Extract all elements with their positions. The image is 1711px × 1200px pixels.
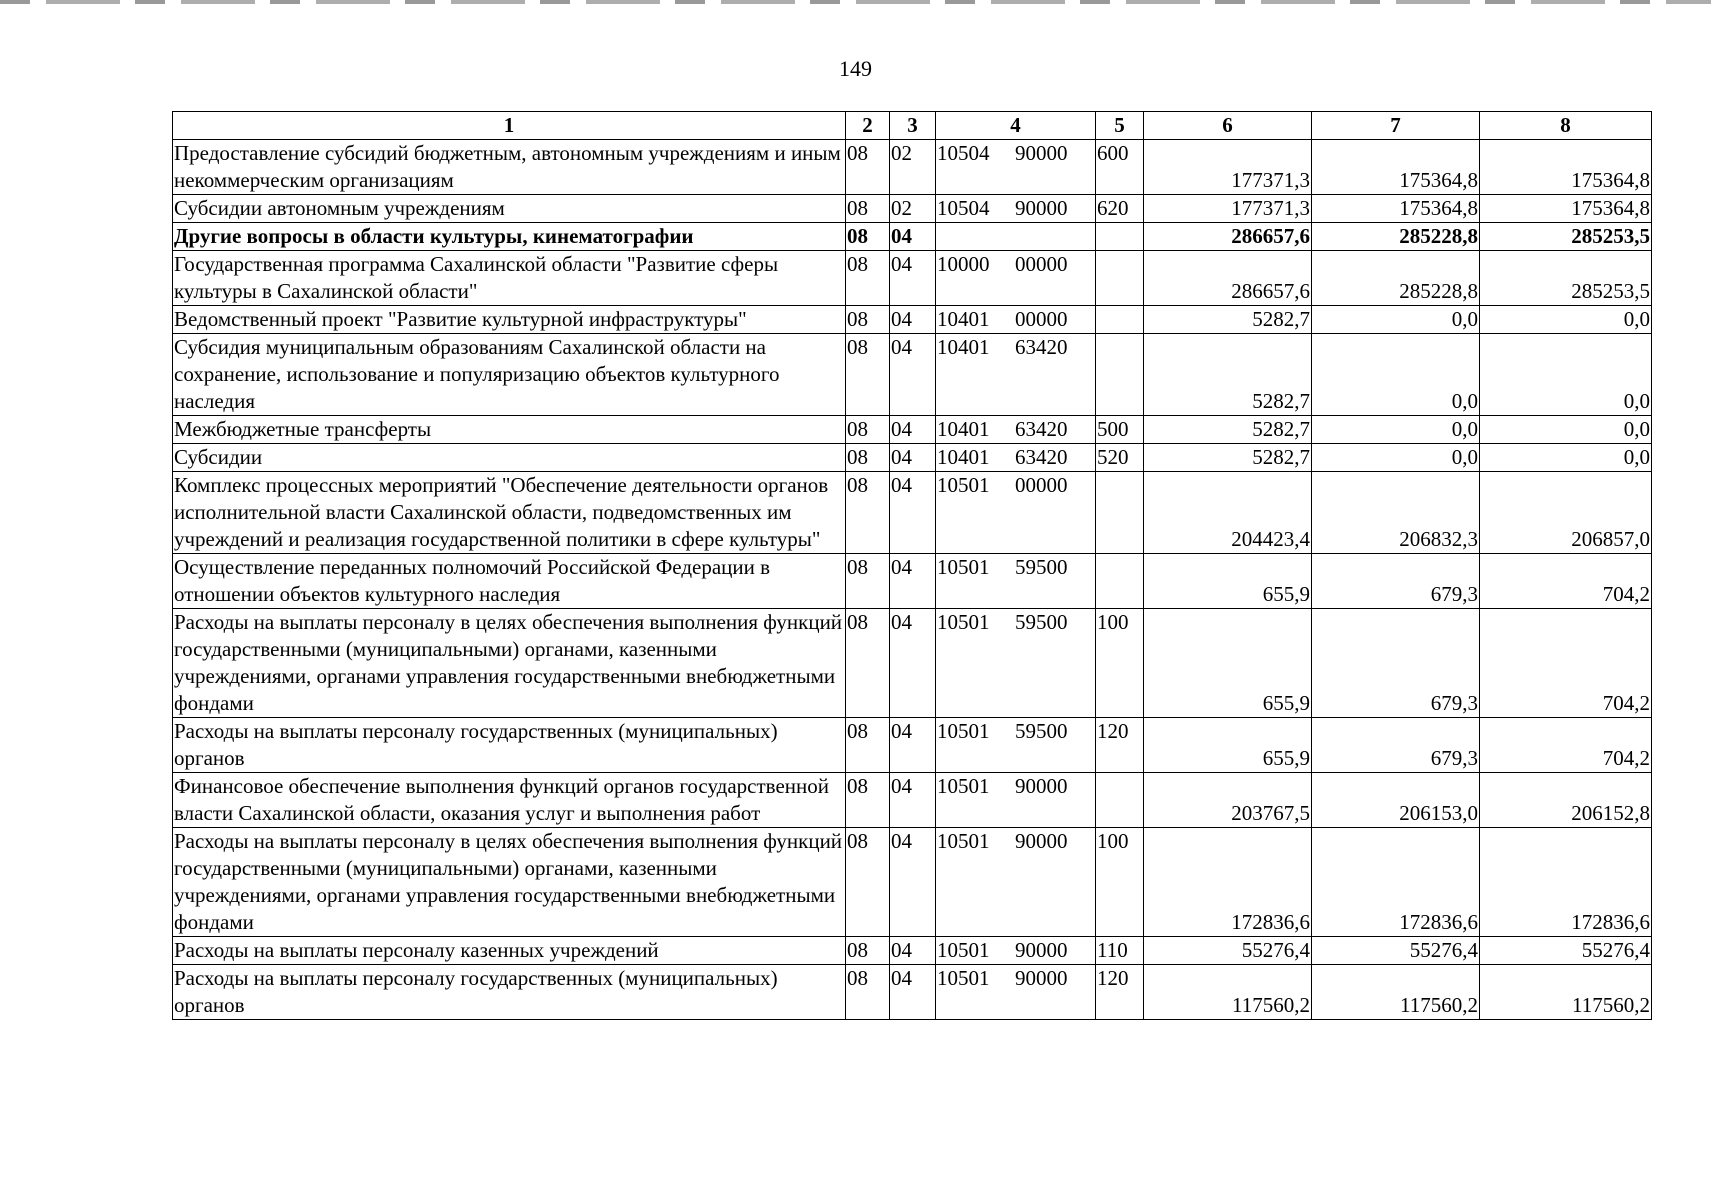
amount-col7-cell: 0,0 xyxy=(1312,444,1480,472)
section-code-cell: 08 xyxy=(846,828,890,937)
subsection-code-cell: 04 xyxy=(890,718,936,773)
table-row xyxy=(173,828,1652,937)
amount-col6-cell: 286657,6 xyxy=(1144,251,1312,306)
subsection-code-cell: 04 xyxy=(890,828,936,937)
target-article-program-code: 10501 xyxy=(937,774,990,798)
amount-col7-cell: 679,3 xyxy=(1312,609,1480,718)
table-body xyxy=(173,140,1652,1020)
subsection-code-cell: 02 xyxy=(890,195,936,223)
amount-col8-cell: 704,2 xyxy=(1480,718,1652,773)
amount-col8-cell: 0,0 xyxy=(1480,306,1652,334)
amount-col8-cell: 0,0 xyxy=(1480,334,1652,416)
expense-type-cell: 500 xyxy=(1096,416,1144,444)
row-name-cell: Осуществление переданных полномочий Российской Федерации в отношении объектов культурного наследия xyxy=(173,554,846,609)
amount-col6-cell: 5282,7 xyxy=(1144,444,1312,472)
row-name-cell: Расходы на выплаты персоналу в целях обеспечения выполнения функций государственными (муниципальными) органами, казенными учреждениями, органами управления государственными внебюджетными фондами xyxy=(173,609,846,718)
amount-col8-cell: 55276,4 xyxy=(1480,937,1652,965)
target-article-direction-code: 90000 xyxy=(1015,966,1068,990)
table-row xyxy=(173,472,1652,554)
table-row xyxy=(173,195,1652,223)
header-cell: 1 xyxy=(173,112,846,140)
section-code-cell: 08 xyxy=(846,195,890,223)
target-article-cell xyxy=(936,773,1096,828)
section-code-cell: 08 xyxy=(846,773,890,828)
target-article-direction-code: 59500 xyxy=(1015,555,1068,579)
target-article-program-code: 10501 xyxy=(937,966,990,990)
header-cell: 4 xyxy=(936,112,1096,140)
amount-col6-cell: 655,9 xyxy=(1144,718,1312,773)
row-name-cell: Субсидия муниципальным образованиям Сахалинской области на сохранение, использование и популяризацию объектов культурного наследия xyxy=(173,334,846,416)
target-article-direction-code: 59500 xyxy=(1015,610,1068,634)
expense-type-cell: 620 xyxy=(1096,195,1144,223)
target-article-cell xyxy=(936,444,1096,472)
target-article-cell xyxy=(936,718,1096,773)
section-code-cell: 08 xyxy=(846,416,890,444)
target-article-cell xyxy=(936,223,1096,251)
subsection-code-cell: 04 xyxy=(890,251,936,306)
amount-col6-cell: 204423,4 xyxy=(1144,472,1312,554)
table-row xyxy=(173,609,1652,718)
table-row xyxy=(173,773,1652,828)
table-row xyxy=(173,223,1652,251)
target-article-program-code: 10501 xyxy=(937,938,990,962)
expense-type-cell: 520 xyxy=(1096,444,1144,472)
target-article-cell xyxy=(936,251,1096,306)
page-number: 149 xyxy=(839,56,872,81)
expense-type-cell: 600 xyxy=(1096,140,1144,195)
header-cell: 6 xyxy=(1144,112,1312,140)
target-article-program-code: 10501 xyxy=(937,610,990,634)
subsection-code-cell: 04 xyxy=(890,937,936,965)
amount-col7-cell: 175364,8 xyxy=(1312,195,1480,223)
section-code-cell: 08 xyxy=(846,223,890,251)
target-article-program-code: 10401 xyxy=(937,417,990,441)
row-name-cell: Комплекс процессных мероприятий "Обеспечение деятельности органов исполнительной власти Сахалинской области, подведомственных им учреждений и реализация государственной политики в сфере культуры" xyxy=(173,472,846,554)
subsection-code-cell: 04 xyxy=(890,472,936,554)
subsection-code-cell: 04 xyxy=(890,554,936,609)
expense-type-cell xyxy=(1096,223,1144,251)
expense-type-cell xyxy=(1096,306,1144,334)
expense-type-cell: 120 xyxy=(1096,718,1144,773)
header-cell: 8 xyxy=(1480,112,1652,140)
row-name-cell: Государственная программа Сахалинской области "Развитие сферы культуры в Сахалинской области" xyxy=(173,251,846,306)
row-name-cell: Ведомственный проект "Развитие культурной инфраструктуры" xyxy=(173,306,846,334)
target-article-direction-code: 90000 xyxy=(1015,829,1068,853)
target-article-program-code: 10501 xyxy=(937,473,990,497)
expense-type-cell xyxy=(1096,334,1144,416)
header-cell: 5 xyxy=(1096,112,1144,140)
amount-col7-cell: 679,3 xyxy=(1312,554,1480,609)
amount-col8-cell: 206152,8 xyxy=(1480,773,1652,828)
target-article-cell xyxy=(936,195,1096,223)
row-name-cell: Финансовое обеспечение выполнения функций органов государственной власти Сахалинской области, оказания услуг и выполнения работ xyxy=(173,773,846,828)
subsection-code-cell: 04 xyxy=(890,965,936,1020)
amount-col7-cell: 206153,0 xyxy=(1312,773,1480,828)
row-name-cell: Межбюджетные трансферты xyxy=(173,416,846,444)
target-article-program-code: 10504 xyxy=(937,196,990,220)
table-row xyxy=(173,718,1652,773)
amount-col8-cell: 0,0 xyxy=(1480,444,1652,472)
target-article-direction-code: 00000 xyxy=(1015,252,1068,276)
target-article-direction-code: 63420 xyxy=(1015,445,1068,469)
row-name-cell: Предоставление субсидий бюджетным, автономным учреждениям и иным некоммерческим организациям xyxy=(173,140,846,195)
amount-col6-cell: 55276,4 xyxy=(1144,937,1312,965)
expense-type-cell: 120 xyxy=(1096,965,1144,1020)
target-article-program-code: 10501 xyxy=(937,719,990,743)
expense-type-cell xyxy=(1096,251,1144,306)
subsection-code-cell: 02 xyxy=(890,140,936,195)
amount-col7-cell: 0,0 xyxy=(1312,306,1480,334)
amount-col6-cell: 117560,2 xyxy=(1144,965,1312,1020)
amount-col6-cell: 177371,3 xyxy=(1144,195,1312,223)
section-code-cell: 08 xyxy=(846,609,890,718)
table-row xyxy=(173,444,1652,472)
expense-type-cell xyxy=(1096,773,1144,828)
amount-col6-cell: 5282,7 xyxy=(1144,306,1312,334)
target-article-program-code: 10504 xyxy=(937,141,990,165)
amount-col8-cell: 172836,6 xyxy=(1480,828,1652,937)
section-code-cell: 08 xyxy=(846,472,890,554)
subsection-code-cell: 04 xyxy=(890,416,936,444)
amount-col8-cell: 0,0 xyxy=(1480,416,1652,444)
row-name-cell: Расходы на выплаты персоналу в целях обеспечения выполнения функций государственными (муниципальными) органами, казенными учреждениями, органами управления государственными внебюджетными фондами xyxy=(173,828,846,937)
amount-col6-cell: 286657,6 xyxy=(1144,223,1312,251)
amount-col6-cell: 172836,6 xyxy=(1144,828,1312,937)
target-article-cell xyxy=(936,828,1096,937)
amount-col7-cell: 175364,8 xyxy=(1312,140,1480,195)
header-row xyxy=(173,112,1652,140)
table-row xyxy=(173,306,1652,334)
scan-top-edge xyxy=(0,0,1711,4)
table-row xyxy=(173,554,1652,609)
row-name-cell: Расходы на выплаты персоналу государственных (муниципальных) органов xyxy=(173,965,846,1020)
target-article-direction-code: 90000 xyxy=(1015,774,1068,798)
header-cell: 3 xyxy=(890,112,936,140)
target-article-cell xyxy=(936,609,1096,718)
amount-col8-cell: 285253,5 xyxy=(1480,223,1652,251)
section-code-cell: 08 xyxy=(846,306,890,334)
target-article-program-code: 10000 xyxy=(937,252,990,276)
target-article-direction-code: 90000 xyxy=(1015,938,1068,962)
section-code-cell: 08 xyxy=(846,251,890,306)
target-article-cell xyxy=(936,140,1096,195)
amount-col7-cell: 55276,4 xyxy=(1312,937,1480,965)
target-article-direction-code: 63420 xyxy=(1015,417,1068,441)
table-row xyxy=(173,334,1652,416)
target-article-program-code: 10501 xyxy=(937,555,990,579)
target-article-direction-code: 00000 xyxy=(1015,473,1068,497)
amount-col6-cell: 203767,5 xyxy=(1144,773,1312,828)
amount-col7-cell: 0,0 xyxy=(1312,334,1480,416)
row-name-cell: Субсидии автономным учреждениям xyxy=(173,195,846,223)
expense-type-cell xyxy=(1096,554,1144,609)
expense-type-cell xyxy=(1096,472,1144,554)
amount-col8-cell: 206857,0 xyxy=(1480,472,1652,554)
target-article-cell xyxy=(936,306,1096,334)
amount-col6-cell: 655,9 xyxy=(1144,554,1312,609)
expense-type-cell: 100 xyxy=(1096,828,1144,937)
section-code-cell: 08 xyxy=(846,554,890,609)
amount-col6-cell: 5282,7 xyxy=(1144,334,1312,416)
target-article-cell xyxy=(936,472,1096,554)
section-code-cell: 08 xyxy=(846,444,890,472)
amount-col7-cell: 206832,3 xyxy=(1312,472,1480,554)
target-article-cell xyxy=(936,416,1096,444)
header-cell: 2 xyxy=(846,112,890,140)
section-code-cell: 08 xyxy=(846,965,890,1020)
table-row xyxy=(173,937,1652,965)
amount-col8-cell: 175364,8 xyxy=(1480,140,1652,195)
amount-col8-cell: 117560,2 xyxy=(1480,965,1652,1020)
amount-col7-cell: 285228,8 xyxy=(1312,223,1480,251)
amount-col7-cell: 172836,6 xyxy=(1312,828,1480,937)
table-row xyxy=(173,140,1652,195)
target-article-cell xyxy=(936,554,1096,609)
target-article-cell xyxy=(936,965,1096,1020)
target-article-program-code: 10401 xyxy=(937,307,990,331)
row-name-cell: Субсидии xyxy=(173,444,846,472)
table-row xyxy=(173,416,1652,444)
target-article-program-code: 10401 xyxy=(937,445,990,469)
amount-col8-cell: 704,2 xyxy=(1480,609,1652,718)
target-article-cell xyxy=(936,937,1096,965)
section-code-cell: 08 xyxy=(846,140,890,195)
target-article-direction-code: 63420 xyxy=(1015,335,1068,359)
subsection-code-cell: 04 xyxy=(890,334,936,416)
amount-col8-cell: 285253,5 xyxy=(1480,251,1652,306)
section-code-cell: 08 xyxy=(846,718,890,773)
target-article-direction-code: 90000 xyxy=(1015,141,1068,165)
target-article-program-code: 10401 xyxy=(937,335,990,359)
subsection-code-cell: 04 xyxy=(890,306,936,334)
header-cell: 7 xyxy=(1312,112,1480,140)
target-article-program-code: 10501 xyxy=(937,829,990,853)
amount-col8-cell: 704,2 xyxy=(1480,554,1652,609)
expense-type-cell: 100 xyxy=(1096,609,1144,718)
amount-col7-cell: 0,0 xyxy=(1312,416,1480,444)
target-article-direction-code: 90000 xyxy=(1015,196,1068,220)
budget-table xyxy=(172,111,1652,1020)
row-name-cell: Другие вопросы в области культуры, кинематографии xyxy=(173,223,846,251)
subsection-code-cell: 04 xyxy=(890,444,936,472)
amount-col7-cell: 285228,8 xyxy=(1312,251,1480,306)
amount-col6-cell: 655,9 xyxy=(1144,609,1312,718)
table-row xyxy=(173,251,1652,306)
row-name-cell: Расходы на выплаты персоналу казенных учреждений xyxy=(173,937,846,965)
amount-col8-cell: 175364,8 xyxy=(1480,195,1652,223)
target-article-direction-code: 59500 xyxy=(1015,719,1068,743)
expense-type-cell: 110 xyxy=(1096,937,1144,965)
amount-col7-cell: 117560,2 xyxy=(1312,965,1480,1020)
section-code-cell: 08 xyxy=(846,937,890,965)
row-name-cell: Расходы на выплаты персоналу государственных (муниципальных) органов xyxy=(173,718,846,773)
subsection-code-cell: 04 xyxy=(890,773,936,828)
subsection-code-cell: 04 xyxy=(890,223,936,251)
target-article-direction-code: 00000 xyxy=(1015,307,1068,331)
subsection-code-cell: 04 xyxy=(890,609,936,718)
section-code-cell: 08 xyxy=(846,334,890,416)
amount-col7-cell: 679,3 xyxy=(1312,718,1480,773)
table-row xyxy=(173,965,1652,1020)
amount-col6-cell: 177371,3 xyxy=(1144,140,1312,195)
target-article-cell xyxy=(936,334,1096,416)
amount-col6-cell: 5282,7 xyxy=(1144,416,1312,444)
